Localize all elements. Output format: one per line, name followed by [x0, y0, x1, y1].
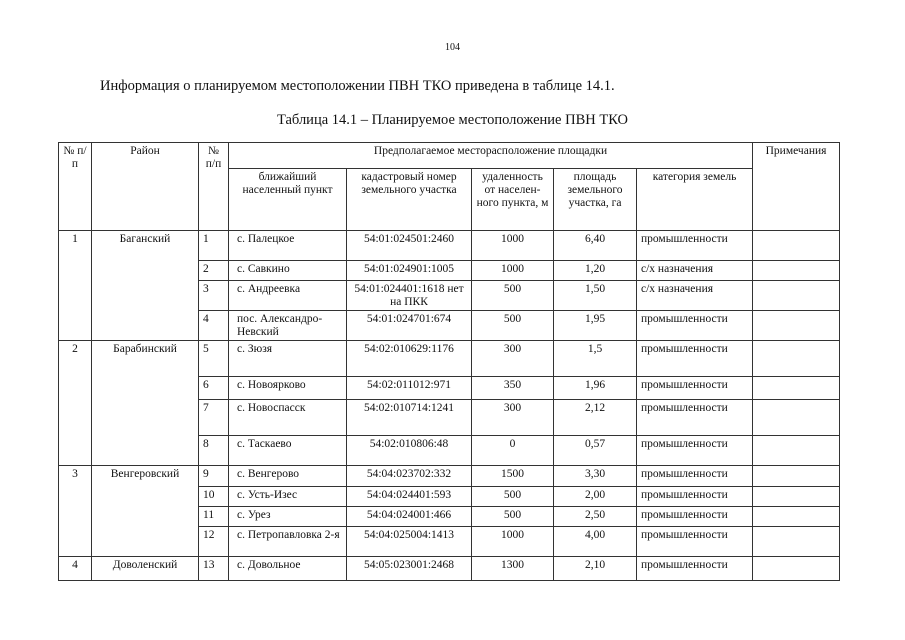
cell-notes [753, 261, 840, 281]
cell-cadastral: 54:05:023001:2468 [347, 557, 472, 581]
cell-subnum: 11 [199, 507, 229, 527]
cell-category: промышленности [637, 400, 753, 436]
cell-settlement: с. Венгерово [229, 466, 347, 487]
header-area: площадь земельного участка, га [554, 169, 637, 231]
table-body [59, 231, 840, 581]
cell-distance: 1300 [472, 557, 554, 581]
cell-category: промышленности [637, 436, 753, 466]
intro-paragraph: Информация о планируемом местоположении ПВН ТКО приведена в таблице 14.1. [100, 78, 615, 94]
table-row [59, 341, 840, 377]
header-district: Район [92, 143, 199, 231]
table-row [59, 231, 840, 261]
cell-notes [753, 436, 840, 466]
header-subnum: № п/п [199, 143, 229, 231]
header-num: № п/п [59, 143, 92, 231]
cell-settlement: с. Усть-Изес [229, 487, 347, 507]
cell-cadastral: 54:04:024401:593 [347, 487, 472, 507]
cell-notes [753, 557, 840, 581]
cell-distance: 1000 [472, 527, 554, 557]
cell-category: промышленности [637, 466, 753, 487]
table-row [59, 557, 840, 581]
cell-category: промышленности [637, 507, 753, 527]
cell-notes [753, 231, 840, 261]
cell-subnum: 2 [199, 261, 229, 281]
cell-area: 2,12 [554, 400, 637, 436]
cell-settlement: с. Таскаево [229, 436, 347, 466]
cell-settlement: с. Довольное [229, 557, 347, 581]
page-number: 104 [445, 42, 460, 53]
cell-cadastral: 54:01:024401:1618 нет на ПКК [347, 281, 472, 311]
cell-notes [753, 487, 840, 507]
cell-cadastral: 54:01:024901:1005 [347, 261, 472, 281]
cell-category: промышленности [637, 487, 753, 507]
cell-district: Венгеровский [92, 466, 199, 557]
cell-notes [753, 281, 840, 311]
cell-category: промышленности [637, 557, 753, 581]
cell-category: с/х назначения [637, 281, 753, 311]
cell-notes [753, 311, 840, 341]
cell-subnum: 9 [199, 466, 229, 487]
cell-group-num: 4 [59, 557, 92, 581]
cell-group-num: 2 [59, 341, 92, 466]
cell-settlement: с. Зюзя [229, 341, 347, 377]
header-settlement: ближайший населенный пункт [229, 169, 347, 231]
cell-subnum: 7 [199, 400, 229, 436]
cell-notes [753, 400, 840, 436]
cell-cadastral: 54:02:011012:971 [347, 377, 472, 400]
cell-area: 1,20 [554, 261, 637, 281]
table-caption: Таблица 14.1 – Планируемое местоположение ПВН ТКО [277, 112, 628, 128]
cell-district: Баганский [92, 231, 199, 341]
cell-cadastral: 54:02:010714:1241 [347, 400, 472, 436]
cell-category: с/х назначения [637, 261, 753, 281]
cell-category: промышленности [637, 527, 753, 557]
cell-area: 1,95 [554, 311, 637, 341]
header-category: категория земель [637, 169, 753, 231]
header-distance: удаленность от населен-ного пункта, м [472, 169, 554, 231]
cell-category: промышленности [637, 311, 753, 341]
cell-distance: 350 [472, 377, 554, 400]
cell-area: 2,00 [554, 487, 637, 507]
cell-cadastral: 54:01:024701:674 [347, 311, 472, 341]
cell-subnum: 8 [199, 436, 229, 466]
cell-settlement: с. Петропавловка 2-я [229, 527, 347, 557]
cell-area: 3,30 [554, 466, 637, 487]
cell-settlement: с. Палецкое [229, 231, 347, 261]
cell-settlement: с. Урез [229, 507, 347, 527]
cell-area: 4,00 [554, 527, 637, 557]
table-row [59, 466, 840, 487]
cell-notes [753, 527, 840, 557]
cell-notes [753, 377, 840, 400]
cell-distance: 0 [472, 436, 554, 466]
cell-category: промышленности [637, 231, 753, 261]
cell-area: 0,57 [554, 436, 637, 466]
cell-group-num: 3 [59, 466, 92, 557]
cell-subnum: 5 [199, 341, 229, 377]
cell-distance: 1000 [472, 261, 554, 281]
cell-distance: 500 [472, 507, 554, 527]
cell-district: Доволенский [92, 557, 199, 581]
cell-subnum: 3 [199, 281, 229, 311]
cell-distance: 500 [472, 281, 554, 311]
cell-settlement: с. Савкино [229, 261, 347, 281]
cell-subnum: 12 [199, 527, 229, 557]
cell-area: 6,40 [554, 231, 637, 261]
cell-cadastral: 54:02:010629:1176 [347, 341, 472, 377]
location-table [58, 142, 840, 581]
cell-area: 2,10 [554, 557, 637, 581]
cell-cadastral: 54:01:024501:2460 [347, 231, 472, 261]
cell-cadastral: 54:04:023702:332 [347, 466, 472, 487]
cell-area: 1,96 [554, 377, 637, 400]
cell-subnum: 1 [199, 231, 229, 261]
cell-category: промышленности [637, 377, 753, 400]
cell-group-num: 1 [59, 231, 92, 341]
header-cadastral: кадастровый номер земельного участка [347, 169, 472, 231]
cell-settlement: с. Новоспасск [229, 400, 347, 436]
cell-settlement: пос. Александро-Невский [229, 311, 347, 341]
cell-cadastral: 54:04:025004:1413 [347, 527, 472, 557]
cell-cadastral: 54:02:010806:48 [347, 436, 472, 466]
cell-area: 1,5 [554, 341, 637, 377]
cell-settlement: с. Новоярково [229, 377, 347, 400]
cell-notes [753, 507, 840, 527]
cell-distance: 1000 [472, 231, 554, 261]
cell-notes [753, 341, 840, 377]
cell-category: промышленности [637, 341, 753, 377]
cell-subnum: 4 [199, 311, 229, 341]
cell-area: 1,50 [554, 281, 637, 311]
cell-distance: 300 [472, 341, 554, 377]
cell-distance: 500 [472, 487, 554, 507]
cell-subnum: 13 [199, 557, 229, 581]
cell-area: 2,50 [554, 507, 637, 527]
cell-district: Барабинский [92, 341, 199, 466]
cell-distance: 1500 [472, 466, 554, 487]
cell-notes [753, 466, 840, 487]
cell-distance: 500 [472, 311, 554, 341]
header-notes: Примечания [753, 143, 840, 231]
cell-distance: 300 [472, 400, 554, 436]
cell-subnum: 6 [199, 377, 229, 400]
header-location-group: Предполагаемое месторасположение площадки [229, 143, 753, 169]
cell-cadastral: 54:04:024001:466 [347, 507, 472, 527]
cell-settlement: с. Андреевка [229, 281, 347, 311]
cell-subnum: 10 [199, 487, 229, 507]
